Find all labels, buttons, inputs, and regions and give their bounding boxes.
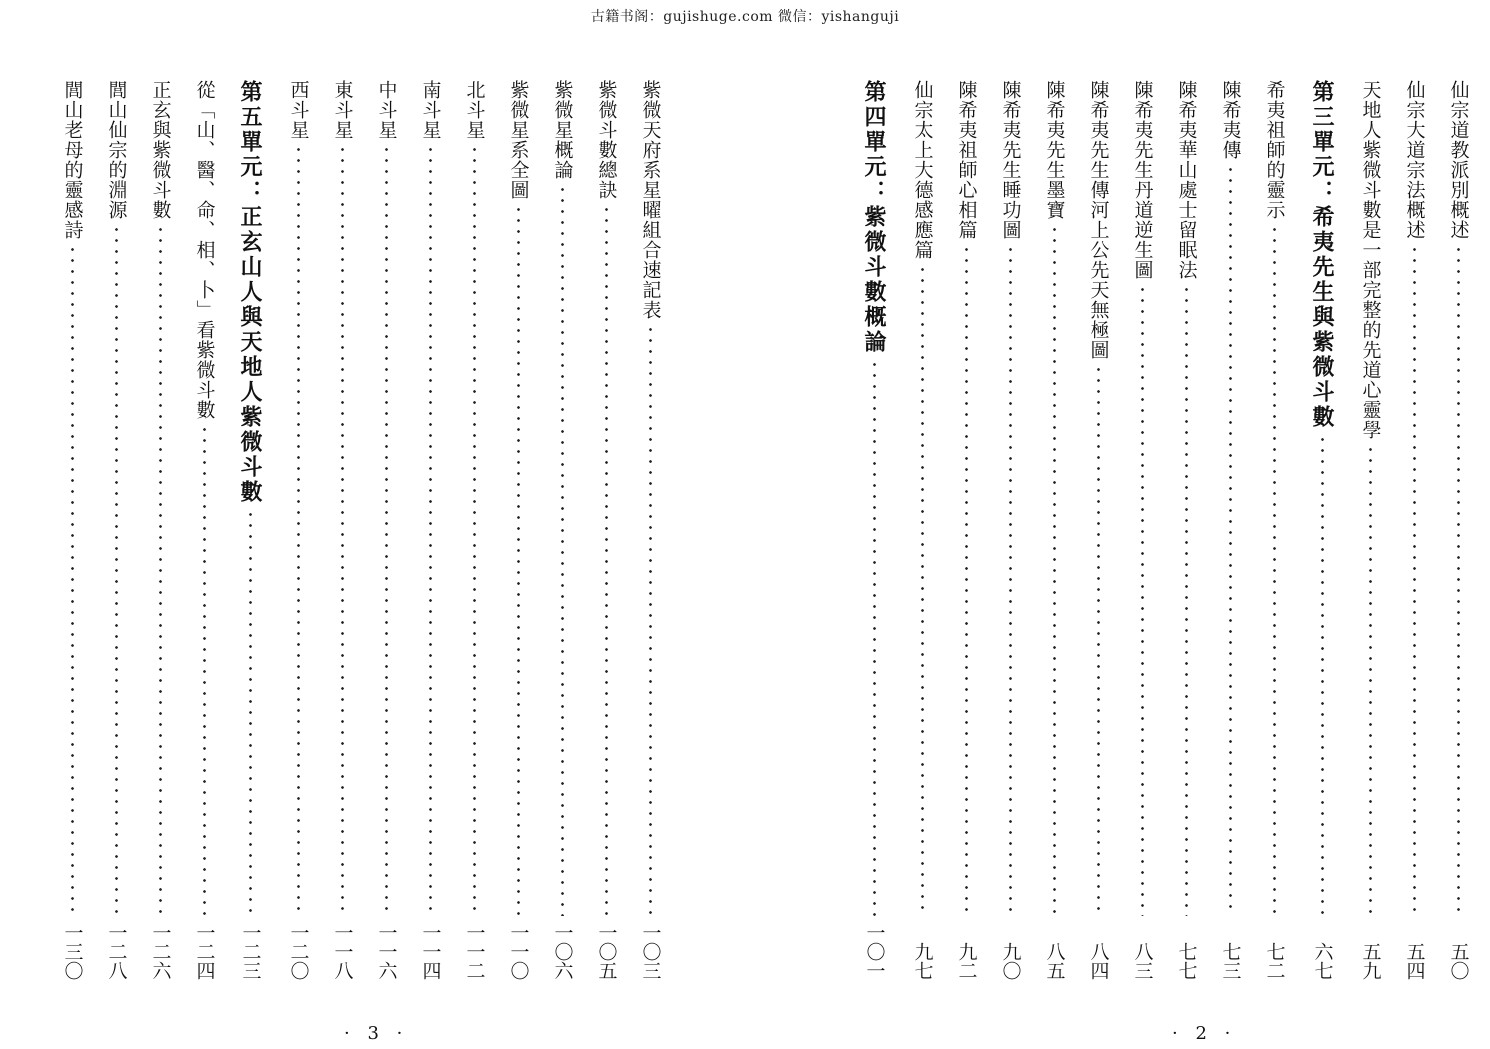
toc-entry-title: 紫微天府系星曜組合速記表 [639,80,662,320]
toc-entry-page: 五四 [1403,942,1426,980]
leader-dots [71,244,74,916]
toc-entry-page: 一一八 [331,923,354,980]
toc-entry-page: 九七 [911,942,934,980]
toc-entry-page: 九二 [955,942,978,980]
toc-unit-heading [1302,80,1342,980]
toc-entry-title: 南斗星 [419,80,442,140]
toc-page-right [830,80,1490,980]
toc-page-left [40,80,700,980]
watermark: 古籍书阁：gujishuge.com 微信：yishanguji [590,9,900,25]
leader-dots [1321,434,1324,916]
toc-entry-title: 紫微斗數總訣 [595,80,618,200]
toc-unit-heading [854,80,894,980]
leader-dots [159,224,162,916]
toc-entry-title: 陳希夷祖師心相篇 [955,80,978,240]
toc-entry [1350,80,1390,980]
toc-entry [140,80,180,980]
toc-entry-page: 一一四 [419,923,442,980]
toc-entry-page: 一二八 [105,923,128,980]
toc-entry [1254,80,1294,980]
toc-entry-title: 陳希夷先生丹道逆生圖 [1131,80,1154,280]
leader-dots [1141,284,1144,916]
leader-dots [1457,244,1460,916]
toc-entry [322,80,362,980]
page-number-right: · 2 · [1172,1023,1237,1044]
toc-entry-page: 一一〇 [507,923,530,980]
leader-dots [1413,244,1416,916]
toc-entry-page: 一〇六 [551,923,574,980]
leader-dots [921,264,924,916]
toc-entry-title: 中斗星 [375,80,398,140]
toc-entry-page: 八三 [1131,942,1154,980]
toc-entry-page: 八五 [1043,942,1066,980]
leader-dots [1097,364,1100,916]
toc-entry-title: 紫微星系全圖 [507,80,530,200]
leader-dots [203,424,206,916]
toc-entry-page: 五〇 [1447,942,1470,980]
toc-entry [630,80,670,980]
toc-entry-title: 天地人紫微斗數是一部完整的先道心靈學 [1359,80,1382,440]
page-number-left: · 3 · [344,1023,409,1044]
toc-entry [902,80,942,980]
toc-entry-page: 一二三 [239,923,262,980]
leader-dots [429,144,432,916]
toc-entry-page: 一二〇 [287,923,310,980]
toc-entry [990,80,1030,980]
leader-dots [115,224,118,916]
toc-entry-page: 六七 [1311,942,1334,980]
toc-entry [1394,80,1434,980]
toc-entry [542,80,582,980]
toc-entry-page: 一二六 [149,923,172,980]
leader-dots [1369,444,1372,916]
toc-entry-title: 陳希夷先生傳河上公先天無極圖 [1087,80,1110,360]
toc-unit-heading [230,80,270,980]
leader-dots [1053,224,1056,916]
toc-entry-page: 七二 [1263,942,1286,980]
toc-entry-title: 閭山仙宗的淵源 [105,80,128,220]
toc-entry [184,80,224,980]
leader-dots [1009,244,1012,916]
toc-entry-title: 仙宗太上大德感應篇 [911,80,934,260]
toc-entry [366,80,406,980]
leader-dots [385,144,388,916]
toc-entry-page: 一三〇 [61,923,84,980]
toc-entry-title: 陳希夷先生墨寶 [1043,80,1066,220]
toc-entry-title: 陳希夷先生睡功圖 [999,80,1022,240]
leader-dots [561,184,564,916]
toc-entry-title: 陳希夷華山處士留眠法 [1175,80,1198,280]
toc-entry-title: 第五單元：正玄山人與天地人紫微斗數 [237,80,263,505]
toc-entry [946,80,986,980]
toc-entry [1166,80,1206,980]
toc-entry [1034,80,1074,980]
toc-entry [454,80,494,980]
toc-entry [96,80,136,980]
leader-dots [649,324,652,916]
toc-entry-page: 一二四 [193,923,216,980]
leader-dots [517,204,520,916]
leader-dots [605,204,608,916]
toc-entry-title: 紫微星概論 [551,80,574,180]
toc-entry-title: 從「山、醫、命、相、卜」看紫微斗數 [193,80,216,420]
leader-dots [249,509,252,916]
toc-entry-title: 閭山老母的靈感詩 [61,80,84,240]
toc-entry-page: 七三 [1219,942,1242,980]
toc-entry-title: 第三單元：希夷先生與紫微斗數 [1309,80,1335,430]
leader-dots [1185,284,1188,916]
toc-entry-title: 陳希夷傳 [1219,80,1242,160]
leader-dots [341,144,344,916]
toc-entry [278,80,318,980]
toc-entry-page: 一〇一 [863,923,886,980]
toc-entry-page: 一一二 [463,923,486,980]
toc-entry-page: 九〇 [999,942,1022,980]
toc-entry-title: 東斗星 [331,80,354,140]
leader-dots [1229,164,1232,916]
leader-dots [473,144,476,916]
toc-entry-title: 仙宗道教派別概述 [1447,80,1470,240]
toc-entry [410,80,450,980]
leader-dots [965,244,968,916]
toc-entry [1438,80,1478,980]
toc-entry-page: 八四 [1087,942,1110,980]
toc-entry-title: 希夷祖師的靈示 [1263,80,1286,220]
toc-entry-page: 一〇三 [639,923,662,980]
toc-entry [1210,80,1250,980]
leader-dots [1273,224,1276,916]
toc-entry-page: 七七 [1175,942,1198,980]
toc-entry-page: 一〇五 [595,923,618,980]
toc-entry-page: 五九 [1359,942,1382,980]
leader-dots [297,144,300,916]
toc-entry-page: 一一六 [375,923,398,980]
leader-dots [873,359,876,916]
toc-entry-title: 第四單元：紫微斗數概論 [861,80,887,355]
toc-entry [1078,80,1118,980]
toc-entry [1122,80,1162,980]
toc-entry [52,80,92,980]
toc-entry-title: 仙宗大道宗法概述 [1403,80,1426,240]
toc-entry [498,80,538,980]
toc-entry [586,80,626,980]
toc-entry-title: 正玄與紫微斗數 [149,80,172,220]
toc-entry-title: 北斗星 [463,80,486,140]
toc-entry-title: 西斗星 [287,80,310,140]
